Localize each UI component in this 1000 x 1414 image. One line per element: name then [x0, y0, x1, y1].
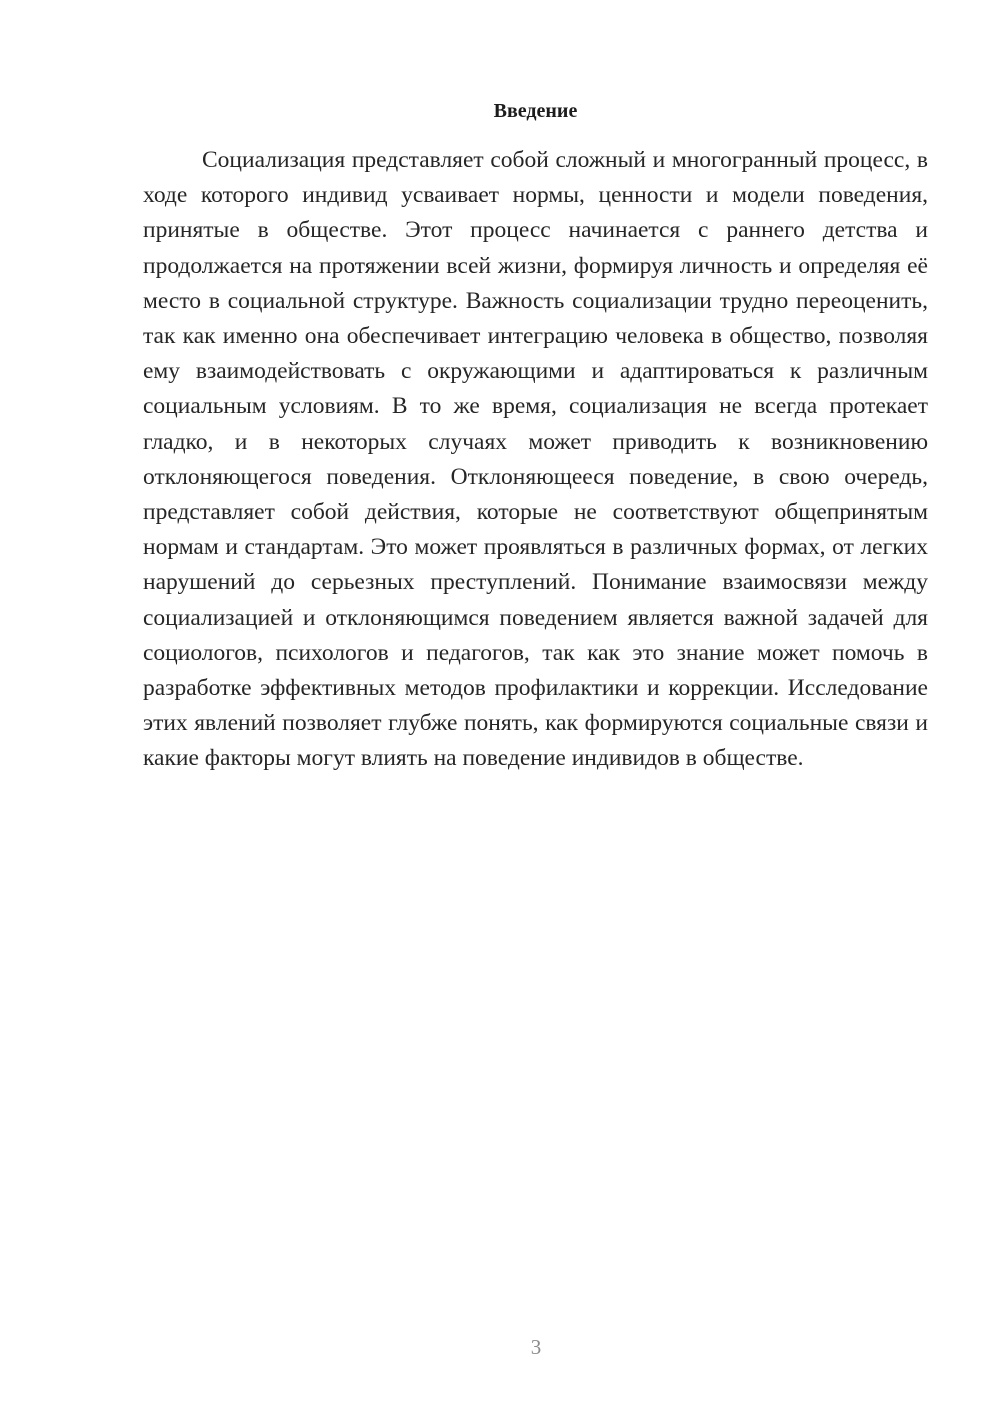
section-heading: Введение [493, 100, 578, 122]
page-number: 3 [530, 1335, 542, 1359]
body-paragraph: Социализация представляет собой сложный и многогранный процесс, в ходе которого индивид усваивает нормы, ценности и модели поведения, принятые в обществе. Этот процесс начинается с раннего детства и продолжается на протяжении всей жизни, формируя личность и определяя её место в социальной структуре. Важность социализации трудно переоценить, так как именно она обеспечивает интеграцию человека в общество, позволяя ему взаимодействовать с окружающими и адаптироваться к различным социальным условиям. В то же время, социализация не всегда протекает гладко, и в некоторых случаях может приводить к возникновению отклоняющегося поведения. Отклоняющееся поведение, в свою очередь, представляет собой действия, которые не соответствуют общепринятым нормам и стандартам. Это может проявляться в различных формах, от легких нарушений до серьезных преступлений. Понимание взаимосвязи между социализацией и отклоняющимся поведением является важной задачей для социологов, психологов и педагогов, так как это знание может помочь в разработке эффективных методов профилактики и коррекции. Исследование этих явлений позволяет глубже понять, как формируются социальные связи и какие факторы могут влиять на поведение индивидов в обществе. [143, 147, 928, 772]
